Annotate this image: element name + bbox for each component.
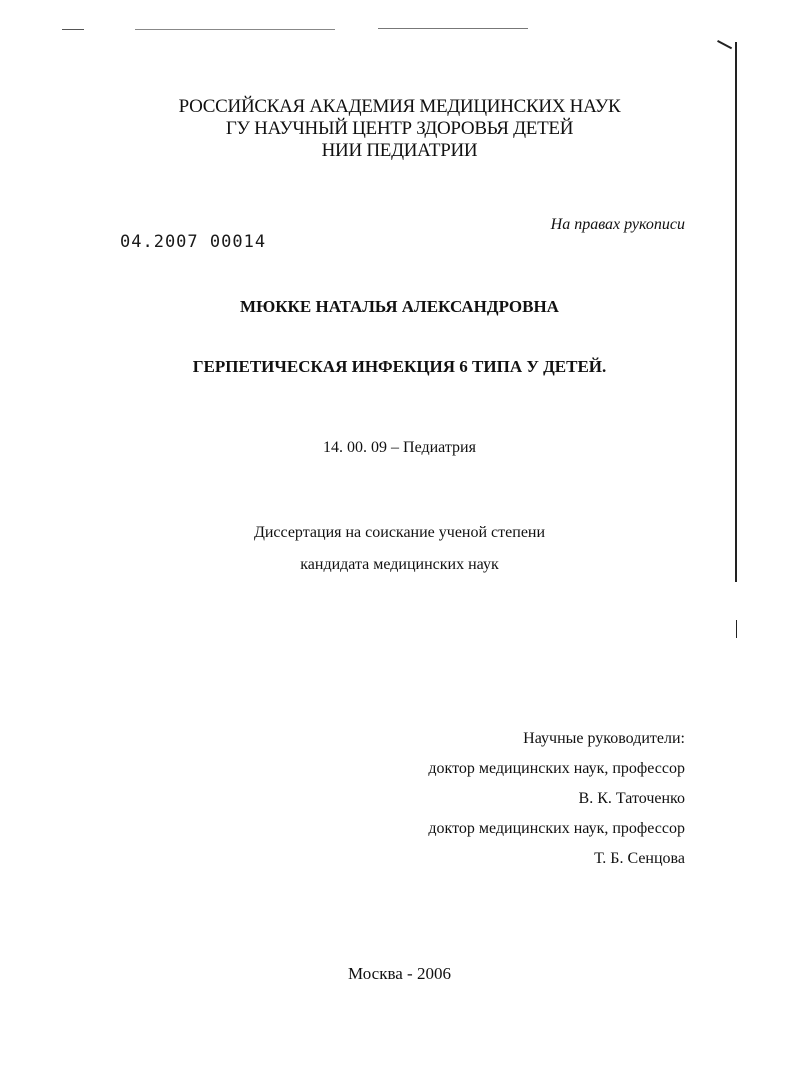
city-year: Москва - 2006 <box>348 964 451 983</box>
degree-line-2: кандидата медицинских наук <box>300 556 499 573</box>
scan-artifact-right-edge <box>736 620 737 638</box>
scan-artifact-top-line <box>378 28 528 29</box>
scan-artifact-corner-mark <box>712 40 732 58</box>
scan-artifact-top-line <box>62 29 84 30</box>
supervisor-2-name: Т. Б. Сенцова <box>594 850 685 867</box>
institution-line-1: РОССИЙСКАЯ АКАДЕМИЯ МЕДИЦИНСКИХ НАУК <box>178 96 621 117</box>
scan-artifact-top-line <box>135 29 335 30</box>
institution-line-3: НИИ ПЕДИАТРИИ <box>321 140 478 161</box>
rights-note: На правах рукописи <box>550 216 685 233</box>
supervisors-block <box>428 724 685 874</box>
institution-line-2: ГУ НАУЧНЫЙ ЦЕНТР ЗДОРОВЬЯ ДЕТЕЙ <box>225 118 574 139</box>
supervisor-1-credentials: доктор медицинских наук, профессор <box>428 760 685 777</box>
institution-header <box>0 96 799 162</box>
degree-statement <box>0 517 799 581</box>
degree-line-1: Диссертация на соискание ученой степени <box>253 524 546 541</box>
dissertation-title: ГЕРПЕТИЧЕСКАЯ ИНФЕКЦИЯ 6 ТИПА У ДЕТЕЙ. <box>192 357 607 376</box>
supervisor-1-name: В. К. Таточенко <box>578 790 685 807</box>
specialty-code: 14. 00. 09 – Педиатрия <box>323 439 476 456</box>
supervisors-heading: Научные руководители: <box>523 730 685 747</box>
archive-code-stamp: 04.2007 00014 <box>120 232 267 252</box>
author-name: МЮККЕ НАТАЛЬЯ АЛЕКСАНДРОВНА <box>240 297 559 316</box>
supervisor-2-credentials: доктор медицинских наук, профессор <box>428 820 685 837</box>
